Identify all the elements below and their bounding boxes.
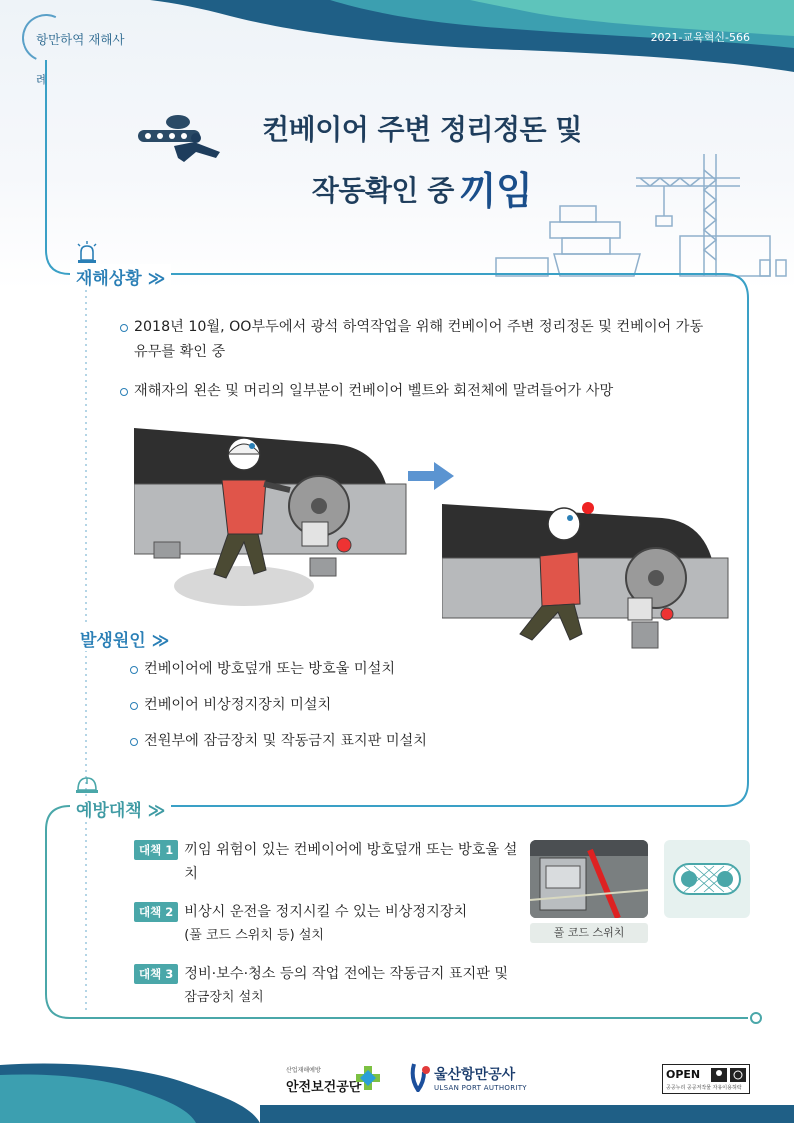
situation-heading: 재해상황 ≫: [70, 264, 171, 289]
kosha-logo: [286, 1062, 386, 1098]
title-line-2-text: 작동확인 중: [311, 174, 454, 207]
measure-sub: 잠금장치 설치: [184, 990, 264, 1005]
causes-list: [130, 657, 690, 765]
causes-heading: 발생원인 ≫: [74, 626, 175, 651]
measure-main: 비상시 운전을 정지시킬 수 있는 비상정지장치: [184, 904, 468, 920]
arrow-right-icon: [408, 462, 454, 490]
measure-text: [184, 838, 524, 886]
measure-item: [134, 838, 524, 886]
measure-main: 끼임 위험이 있는 컨베이어에 방호덮개 또는 방호울 설치: [184, 842, 518, 882]
worker-caught-illustration: [442, 494, 732, 664]
upa-name: 울산항만공사: [434, 1067, 516, 1083]
belt-guard-box: [664, 840, 750, 918]
measure-item: [134, 962, 524, 1010]
open-label: OPEN: [666, 1068, 701, 1081]
pull-cord-switch-image: [530, 840, 648, 918]
measure-item: [134, 900, 524, 948]
measure-tag: 대책 2: [134, 902, 178, 922]
measure-text: [184, 900, 467, 948]
license-type-icon: [711, 1068, 747, 1082]
measure-tag: 대책 3: [134, 964, 178, 984]
upa-english-name: ULSAN PORT AUTHORITY: [434, 1084, 527, 1092]
kosha-tagline: 산업재해예방: [286, 1067, 321, 1074]
measure-sub: (풀 코드 스위치 등) 설치: [184, 928, 324, 943]
kosha-cross-icon: [354, 1064, 382, 1092]
situation-item: 2018년 10월, OO부두에서 광석 하역작업을 위해 컨베이어 주변 정리정돈 및 컨베이어 가동 유무를 확인 중: [120, 315, 710, 365]
port-crane-illustration: [490, 150, 794, 280]
belt-guard-icon: [664, 840, 750, 918]
cause-item: 컨베이어에 방호덮개 또는 방호울 미설치: [130, 657, 690, 682]
cause-item: 컨베이어 비상정지장치 미설치: [130, 693, 690, 718]
prevention-heading: 예방대책 ≫: [70, 796, 171, 821]
kosha-name: 안전보건공단: [286, 1080, 362, 1095]
header-wave: [0, 0, 794, 120]
license-type-label: 공공누리 공공저작물 자유이용허락: [666, 1085, 742, 1091]
photo-caption: 풀 코드 스위치: [530, 923, 648, 943]
category-badge: 항만하역 재해사례: [36, 32, 125, 87]
document-code: 2021-교육혁신-566: [650, 31, 750, 44]
siren-icon: [74, 240, 100, 266]
title-line-1: 컨베이어 주변 정리정돈 및: [262, 113, 582, 146]
worker-at-conveyor-illustration: [134, 424, 414, 614]
upa-logo: [410, 1060, 530, 1098]
measure-text: [184, 962, 508, 1010]
helmet-icon: [74, 772, 100, 796]
title-highlight: 끼임: [459, 169, 533, 213]
cause-item: 전원부에 잠금장치 및 작동금지 표지판 미설치: [130, 729, 690, 754]
measure-main: 정비·보수·청소 등의 작업 전에는 작동금지 표지판 및: [184, 966, 509, 982]
measure-tag: 대책 1: [134, 840, 178, 860]
upa-emblem-icon: [410, 1062, 432, 1092]
open-license-badge: [662, 1064, 750, 1094]
situation-item: 재해자의 왼손 및 머리의 일부분이 컨베이어 벨트와 회전체에 말려들어가 사망: [120, 379, 710, 404]
situation-list: [120, 315, 710, 418]
pull-cord-switch-photo: [530, 840, 648, 918]
prevention-list: [134, 838, 524, 1024]
